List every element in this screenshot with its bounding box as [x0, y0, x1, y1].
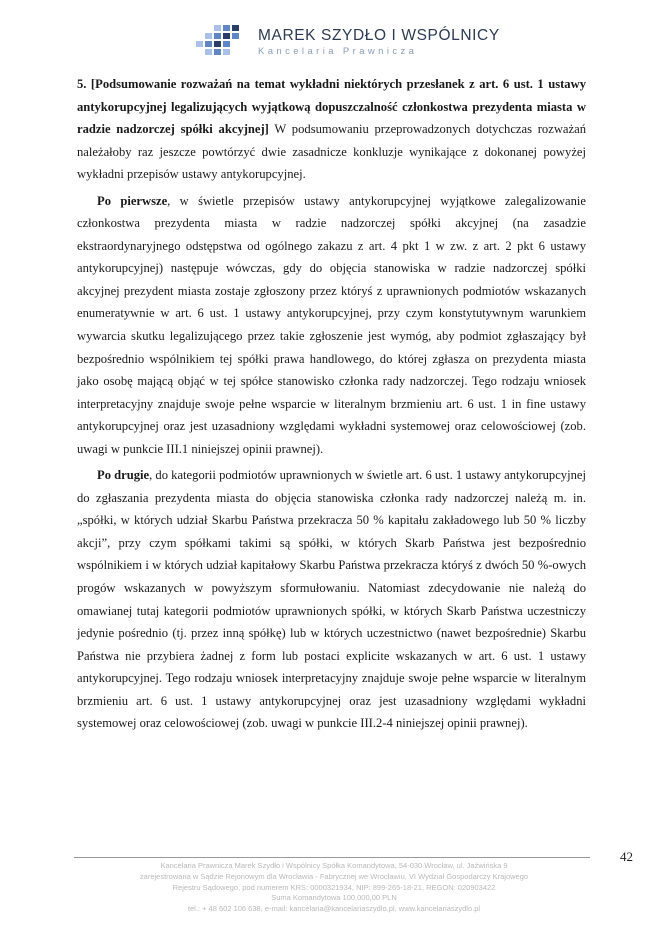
footer-line-capital: Suma Komandytowa 100.000,00 PLN [271, 893, 397, 903]
firm-logo-icon [190, 24, 242, 58]
footer-line-address: Kancelaria Prawnicza Marek Szydło i Wspólnicy Spółka Komandytowa, 54-030 Wrocław, ul. Jaźwińska 9 [160, 861, 508, 870]
footer-line-court: zarejestrowana w Sądzie Rejonowym dla Wrocławia - Fabrycznej we Wrocławiu, VI Wydział Gospodarczy Krajowego [139, 871, 529, 881]
section-heading: 5. [Podsumowanie rozważań na temat wykładni niektórych przesłanek z art. 6 ust. 1 ustawy antykorupcyjnej legalizujących wyjątkową dopuszczalność członkostwa prezydenta miasta w radzie nadzorczej spółki akcyjnej] [77, 77, 586, 137]
firm-name: MAREK SZYDŁO I WSPÓLNICY [258, 27, 500, 44]
footer-divider [74, 857, 590, 858]
firm-logo-text [258, 27, 500, 57]
paragraph-second [77, 464, 586, 735]
paragraph-second-lead: Po drugie [97, 468, 150, 483]
section-intro: W podsumowaniu przeprowadzonych dotychczas rozważań należałoby raz jeszcze powtórzyć dwie zasadnicze konkluzje wynikające z dokonanej powyżej wykładni przepisów ustawy antykorupcyjnej. [77, 122, 586, 182]
section-5-paragraph [77, 73, 586, 186]
footer-line-contact: tel.: + 48 602 106 638, e-mail: kancelaria@kancelariaszydlo.pl, www.kancelariaszydlo.pl [187, 904, 481, 914]
paragraph-second-text: , do kategorii podmiotów uprawnionych w świetle art. 6 ust. 1 ustawy antykorupcyjnej do zgłaszania prezydenta miasta do objęcia stanowiska członka rady nadzorczej należą m. in. „spółki, w których udział Skarbu Państwa przekracza 50 % kapitału zakładowego lub 50 % liczby akcji”, przy czym spółkami takimi są spółki, w których Skarb Państwa jest bezpośrednio wspólnikiem i w których udział kapitałowy Skarbu Państwa przekracza któryś z dwóch 50 %-owych progów wskazanych w powyższym sformułowaniu. Natomiast zdecydowanie nie należą do omawianej tutaj kategorii podmiotów uprawnionych spółki, w których Skarb Państwa uczestniczy jedynie pośrednio (tj. przez inną spółkę) lub w których uczestnictwo (nawet bezpośrednie) Skarbu Państwa nie przybiera żadnej z form lub postaci explicite wskazanych w art. 6 ust. 1 ustawy antykorupcyjnej. Tego rodzaju wniosek interpretacyjny znajduje swoje pełne wsparcie w literalnym brzmieniu art. 6 ust. 1 ustawy antykorupcyjnej oraz jest uzasadniony względami wykładni systemowej oraz celowościowej (zob. uwagi w punkcie III.2-4 niniejszej opinii prawnej). [77, 468, 586, 731]
footer [60, 861, 608, 915]
document-body [77, 73, 586, 735]
paragraph-first-text: , w świetle przepisów ustawy antykorupcyjnej wyjątkowe zalegalizowanie członkostwa prezydenta miasta w radzie nadzorczej spółki akcyjnej (na zasadzie ekstraordynaryjnego odstępstwa od ogólnego zakazu z art. 4 pkt 1 w zw. z art. 2 pkt 6 ustawy antykorupcyjnej) następuje wówczas, gdy do objęcia stanowiska w radzie nadzorczej spółki akcyjnej prezydent miasta zostaje zgłoszony przez któryś z uprawnionych podmiotów wskazanych enumeratywnie w art. 6 ust. 1 ustawy antykorupcyjnej, przy czym konstytutywnym warunkiem wywarcia skutku legalizującego przez takie zgłoszenie jest wymóg, aby podmiot zgłaszający był bezpośrednio wspólnikiem tej spółki prawa handlowego, do której zgłasza on prezydenta miasta jako osobę mającą objąć w tej spółce stanowisko członka rady nadzorczej. Tego rodzaju wniosek interpretacyjny znajduje swoje pełne wsparcie w literalnym brzmieniu art. 6 ust. 1 in fine ustawy antykorupcyjnej oraz jest uzasadniony względami wykładni systemowej oraz celowościowej (zob. uwagi w punkcie III.1 niniejszej opinii prawnej). [77, 193, 586, 456]
page-number: 42 [620, 849, 633, 864]
paragraph-first-lead: Po pierwsze [97, 193, 168, 208]
letterhead [190, 24, 520, 64]
firm-subtitle: Kancelaria Prawnicza [258, 46, 418, 57]
footer-line-registry: Rejestru Sądowego, pod numerem KRS: 0000321934, NIP: 899-265-18-21, REGON: 020903422 [172, 882, 496, 892]
paragraph-first [77, 190, 586, 461]
